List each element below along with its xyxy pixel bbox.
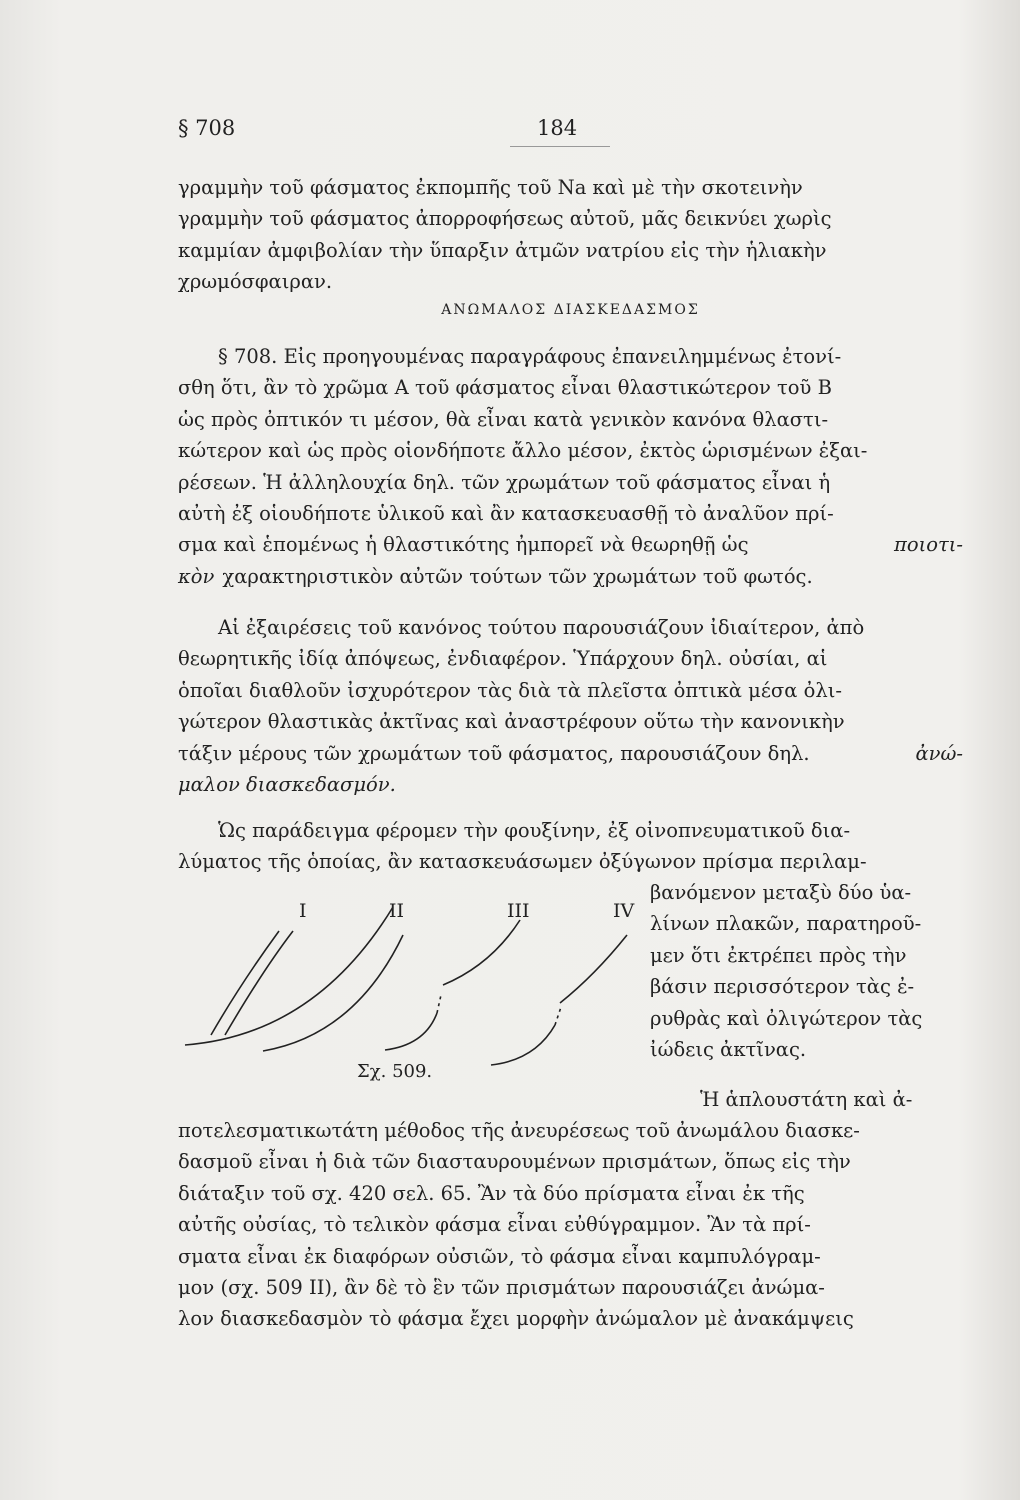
text-line: σματα εἶναι ἐκ διαφόρων οὐσιῶν, τὸ φάσμα εἶναι καμπυλόγραμ- [178,1244,821,1268]
text-line: Ἡ ἁπλουστάτη καὶ ἀ- [700,1088,913,1111]
text-line: σθη ὅτι, ἂν τὸ χρῶμα Α τοῦ φάσματος εἶναι θλαστικώτερον τοῦ Β [178,376,832,400]
text-line: ἰώδεις ἀκτῖνας. [650,1037,807,1061]
paragraph-example [178,815,963,878]
italic-text: ποιοτι- [894,533,963,557]
italic-text: ἀνώ- [915,741,963,765]
text-line: λον διασκεδασμὸν τὸ φάσμα ἔχει μορφὴν ἀνώμαλον μὲ ἀνακάμψεις [178,1307,854,1331]
text-line: αὐτὴ ἐξ οἱουδήποτε ὑλικοῦ καὶ ἂν κατασκευασθῇ τὸ ἀναλῦον πρί- [178,501,834,525]
spectrum-line-I-short [211,931,279,1035]
text-line: Αἱ ἐξαιρέσεις τοῦ κανόνος τούτου παρουσιάζουν ἰδιαίτερον, ἀπὸ [218,616,865,639]
spectrum-line-II [185,907,393,1045]
spectrum-line-III-upper [443,920,520,985]
text-run: χαρακτηριστικὸν αὐτῶν τούτων τῶν χρωμάτων τοῦ φωτός. [222,564,813,588]
spectrum-line-IV-upper [560,935,627,1003]
spectrum-line-IV-dash [555,1007,561,1025]
text-line: μεν ὅτι ἐκτρέπει πρὸς τὴν [650,943,907,967]
text-line: χρωμόσφαιραν. [178,270,333,294]
paragraph-method-start [700,1084,963,1115]
figure-label-IV: IV [613,900,635,922]
text-line: § 708. Εἰς προηγουμένας παραγράφους ἐπανειλημμένως ἐτονί- [218,345,842,368]
figure-509 [175,895,645,1090]
text-line [178,529,963,560]
figure-label-III: III [507,900,530,922]
text-run: τάξιν μέρους τῶν χρωμάτων τοῦ φάσματος, παρουσιάζουν δηλ. [178,741,810,765]
text-line: θεωρητικῆς ἰδίᾳ ἀπόψεως, ἐνδιαφέρον. Ὑπάρχουν δηλ. οὐσίαι, αἱ [178,647,828,671]
text-line: γώτερον θλαστικὰς ἀκτῖνας καὶ ἀναστρέφουν οὕτω τὴν κανονικὴν [178,710,845,734]
text-line: Ὡς παράδειγμα φέρομεν τὴν φουξίνην, ἐξ οἰνοπνευματικοῦ δια- [218,819,851,842]
paragraph-continuation [178,172,963,298]
text-line [178,738,963,769]
text-line: ὡς πρὸς ὀπτικόν τι μέσον, θὰ εἶναι κατὰ γενικὸν κανόνα θλαστι- [178,407,829,431]
text-line: γραμμὴν τοῦ φάσματος ἀπορροφήσεως αὐτοῦ, μᾶς δεικνύει χωρὶς [178,207,832,231]
paragraph-708 [178,341,963,592]
text-line: ποτελεσματικωτάτη μέθοδος τῆς ἀνευρέσεως τοῦ ἀνωμάλου διασκε- [178,1119,860,1142]
text-line: ρυθρὰς καὶ ὀλιγώτερον τὰς [650,1006,923,1030]
spectrum-line-III-dash [437,995,441,1013]
spectrum-line-II-second [263,935,403,1051]
italic-text: κὸν [178,564,215,588]
text-line: διάταξιν τοῦ σχ. 420 σελ. 65. Ἂν τὰ δύο πρίσματα εἶναι ἐκ τῆς [178,1181,805,1205]
text-line: δασμοῦ εἶναι ἡ διὰ τῶν διασταυρουμένων πρισμάτων, ὅπως εἰς τὴν [178,1150,851,1174]
text-line: καμμίαν ἀμφιβολίαν τὴν ὕπαρξιν ἀτμῶν νατρίου εἰς τὴν ἡλιακὴν [178,238,827,262]
header-rule [510,146,610,147]
figure-label-I: I [299,900,307,922]
page-number: 184 [537,116,578,140]
text-line: βανόμενον μεταξὺ δύο ὑα- [650,881,912,904]
text-line: μον (σχ. 509 II), ἂν δὲ τὸ ἓν τῶν πρισμάτων παρουσιάζει ἀνώμα- [178,1275,825,1299]
text-line: λίνων πλακῶν, παρατηροῦ- [650,912,922,936]
text-line: ρέσεων. Ἡ ἀλληλουχία δηλ. τῶν χρωμάτων τοῦ φάσματος εἶναι ἡ [178,470,831,494]
text-line: μαλον διασκεδασμόν. [178,772,396,796]
text-line: αὐτῆς οὐσίας, τὸ τελικὸν φάσμα εἶναι εὐθύγραμμον. Ἂν τὰ πρί- [178,1213,811,1237]
spectrum-line-IV-lower [491,1025,555,1065]
text-line: λύματος τῆς ὁποίας, ἂν κατασκευάσωμεν ὀξύγωνον πρίσμα περιλαμ- [178,850,867,874]
spectrum-line-III-lower [385,1013,437,1050]
text-line: γραμμὴν τοῦ φάσματος ἐκπομπῆς τοῦ Na καὶ μὲ τὴν σκοτεινὴν [178,176,803,199]
paragraph-method [178,1115,963,1335]
text-line [178,561,963,592]
figure-label-II: II [389,900,405,922]
section-marker: § 708 [178,116,236,140]
text-line: κώτερον καὶ ὡς πρὸς οἱονδήποτε ἄλλο μέσον, ἐκτὸς ὡρισμένων ἐξαι- [178,439,868,463]
figure-side-text [650,877,963,1065]
section-heading: ΑΝΩΜΑΛΟΣ ΔΙΑΣΚΕΔΑΣΜΟΣ [441,302,700,318]
text-line: βάσιν περισσότερον τὰς ἐ- [650,975,915,999]
spectrum-line-I [225,931,293,1035]
text-run: σμα καὶ ἑπομένως ἡ θλαστικότης ἠμπορεῖ νὰ θεωρηθῇ ὡς [178,533,749,557]
paragraph-exceptions [178,612,963,800]
figure-caption: Σχ. 509. [357,1061,433,1082]
text-line: ὁποῖαι διαθλοῦν ἰσχυρότερον τὰς διὰ τὰ πλεῖστα ὀπτικὰ μέσα ὀλι- [178,678,842,702]
